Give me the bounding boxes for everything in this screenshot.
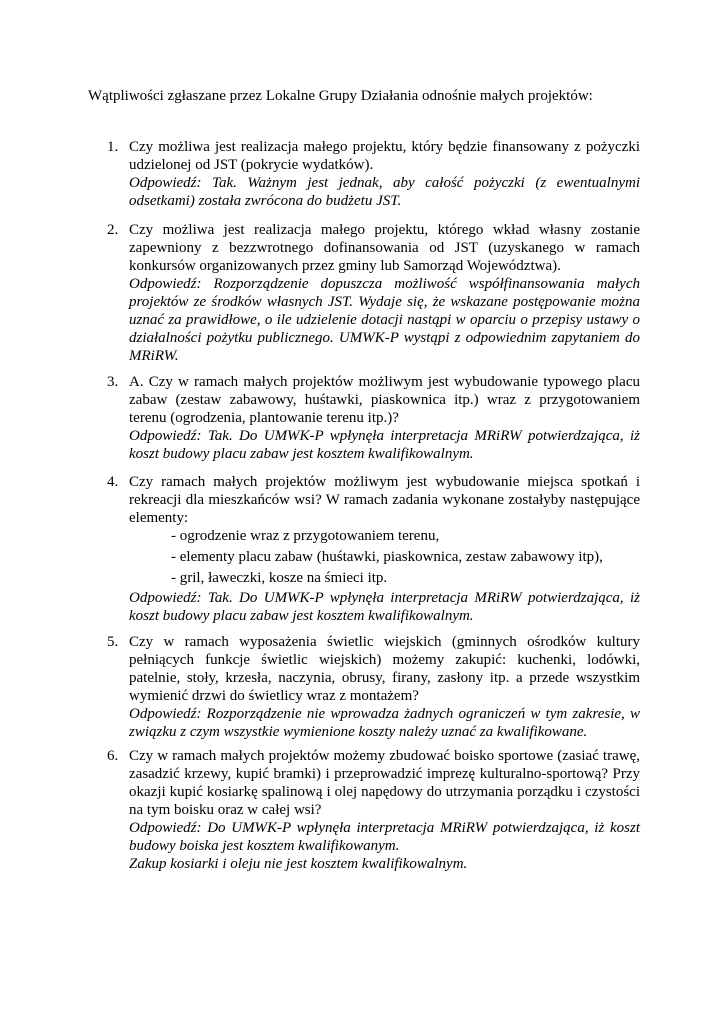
item-body	[129, 747, 640, 873]
item-body	[129, 633, 640, 741]
list-item	[107, 747, 640, 873]
list-item	[107, 473, 640, 625]
item-number: 5.	[107, 634, 119, 650]
item-body	[129, 373, 640, 463]
item-body	[129, 473, 640, 625]
question-text: Czy możliwa jest realizacja małego projektu, którego wkład własny zostanie zapewniony z bezzwrotnego dofinansowania od JST (uzyskanego w ramach konkursów organizowanych przez gminy lub Samorząd Województwa).	[129, 222, 640, 274]
answer-text: Odpowiedź: Rozporządzenie nie wprowadza żadnych ograniczeń w tym zakresie, w związku z czym wszystkie wymienione koszty należy uznać za kwalifikowane.	[129, 706, 640, 740]
answer-extra-text: Zakup kosiarki i oleju nie jest kosztem kwalifikowalnym.	[129, 856, 468, 872]
answer-text: Odpowiedź: Tak. Ważnym jest jednak, aby całość pożyczki (z ewentualnymi odsetkami) została zwrócona do budżetu JST.	[129, 175, 640, 209]
question-text: Czy możliwa jest realizacja małego projektu, który będzie finansowany z pożyczki udzielonej od JST (pokrycie wydatków).	[129, 139, 640, 173]
list-item	[107, 633, 640, 741]
item-body	[129, 221, 640, 365]
sub-item: - gril, ławeczki, kosze na śmieci itp.	[171, 570, 388, 586]
list-item	[107, 138, 640, 210]
question-text: Czy w ramach wyposażenia świetlic wiejskich (gminnych ośrodków kultury pełniących funkcje świetlic wiejskich) możemy zakupić: kuchenki, lodówki, patelnie, stoły, krzesła, naczynia, obrusy, firany, zasłony itp. a przede wszystkim wymienić drzwi do świetlicy wraz z montażem?	[129, 634, 640, 704]
list-item	[107, 221, 640, 365]
item-number: 2.	[107, 222, 119, 238]
answer-text: Odpowiedź: Rozporządzenie dopuszcza możliwość współfinansowania małych projektów ze środków własnych JST. Wydaje się, że wskazane postępowanie można uznać za prawidłowe, o ile udzielenie dotacji nastąpi w oparciu o przepisy ustawy o działalności pożytku publicznego. UMWK-P wystąpi z odpowiednim zapytaniem do MRiRW.	[129, 276, 640, 364]
item-number: 6.	[107, 748, 119, 764]
item-body	[129, 138, 640, 210]
sub-item: - ogrodzenie wraz z przygotowaniem terenu,	[171, 528, 440, 544]
page-title: Wątpliwości zgłaszane przez Lokalne Grupy Działania odnośnie małych projektów:	[88, 88, 593, 104]
sub-item: - elementy placu zabaw (huśtawki, piaskownica, zestaw zabawowy itp),	[171, 549, 603, 565]
item-number: 3.	[107, 374, 119, 390]
item-number: 4.	[107, 474, 119, 490]
question-text: A. Czy w ramach małych projektów możliwym jest wybudowanie typowego placu zabaw (zestaw zabawowy, huśtawki, piaskownica itp.) wraz z przygotowaniem terenu (ogrodzenia, plantowanie terenu itp.)?	[129, 374, 640, 426]
sub-item-list	[171, 527, 640, 588]
question-text: Czy ramach małych projektów możliwym jest wybudowanie miejsca spotkań i rekreacji dla mieszkańców wsi? W ramach zadania wykonane zostałyby następujące elementy:	[129, 474, 640, 526]
question-text: Czy w ramach małych projektów możemy zbudować boisko sportowe (zasiać trawę, zasadzić krzewy, kupić bramki) i przeprowadzić imprezę kulturalno-sportową? Przy okazji kupić kosiarkę spalinową i olej napędowy do utrzymania porządku i czystości na tym boisku oraz w całej wsi?	[129, 748, 640, 818]
answer-text: Odpowiedź: Do UMWK-P wpłynęła interpretacja MRiRW potwierdzająca, iż koszt budowy boiska jest kosztem kwalifikowanym.	[129, 820, 640, 854]
answer-text: Odpowiedź: Tak. Do UMWK-P wpłynęła interpretacja MRiRW potwierdzająca, iż koszt budowy placu zabaw jest kosztem kwalifikowalnym.	[129, 428, 640, 462]
item-number: 1.	[107, 139, 119, 155]
answer-text: Odpowiedź: Tak. Do UMWK-P wpłynęła interpretacja MRiRW potwierdzająca, iż koszt budowy placu zabaw jest kosztem kwalifikowalnym.	[129, 590, 640, 624]
list-item	[107, 373, 640, 463]
